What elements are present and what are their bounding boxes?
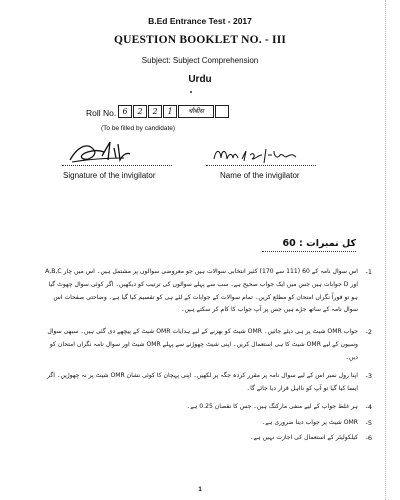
instruction-number: -4 bbox=[365, 403, 372, 411]
signature-caption: Signature of the invigilator bbox=[63, 171, 156, 180]
instruction-item bbox=[40, 266, 372, 317]
roll-digit-box[interactable]: 1 bbox=[163, 105, 177, 118]
roll-empty-box[interactable] bbox=[215, 105, 229, 118]
instruction-item bbox=[40, 370, 372, 396]
instruction-item bbox=[40, 432, 372, 445]
instruction-text: اس سوال نامہ کے 60 (111 سے 170) کثیر انتخابی سوالات ہیں جو معروضی سوالوں پر مشتمل ہیں۔ اس میں چار A,B,C اور D جوابات ہیں جس میں ایک جواب صحیح ہے۔ سب سے پہلے سوالوں کی ترتیب کو دیکھیں۔ اگر کوئی سوال چھوٹ گیا ہو تو فوراً نگراں امتحان کو مطلع کریں۔ تمام سوالات کے جوابات کے لئے ہی کو تقسیم کیا گیا ہے۔ وضاحتی صفحات اس سوال نامہ کے ساتھ جڑے ہیں جس پر آپ جواب کا کام کر سکتے ہیں۔ bbox=[45, 268, 358, 314]
instruction-text: اپنا رول نمبر اس کے لیے سوال نامہ پر مقرر کردہ جگہ پر لکھیں۔ اپنی پہچان کا کوئی نشان OMR شیٹ پر نہ چھوڑیں۔ اگر ایسا کیا گیا تو آپ کو نااہل قرار دیا جائے گا۔ bbox=[46, 372, 358, 392]
roll-digit-box[interactable]: 2 bbox=[133, 105, 147, 118]
invigilator-signature-image bbox=[64, 138, 144, 166]
instruction-number: -1 bbox=[365, 268, 372, 276]
instruction-item bbox=[40, 401, 372, 414]
name-line bbox=[206, 165, 316, 166]
exam-title: B.Ed Entrance Test - 2017 bbox=[148, 16, 252, 26]
instruction-item bbox=[40, 417, 372, 430]
roll-digit-box[interactable]: 6 bbox=[118, 105, 132, 118]
instruction-number: -3 bbox=[365, 372, 372, 380]
roll-number-boxes bbox=[118, 105, 230, 118]
bullet-dot bbox=[190, 91, 192, 93]
roll-label: Roll No. bbox=[86, 108, 117, 118]
invigilator-name-image bbox=[210, 143, 310, 165]
instruction-text: OMR شیٹ پر جواب دینا ضروری ہے۔ bbox=[261, 419, 358, 426]
fill-note: (To be filled by candidate) bbox=[101, 125, 176, 132]
booklet-title: QUESTION BOOKLET NO. - III bbox=[113, 34, 287, 46]
language-title: Urdu bbox=[188, 74, 212, 85]
instruction-text: کیلکولیٹر کے استعمال کی اجازت نہیں ہے۔ bbox=[249, 434, 358, 441]
instruction-number: -2 bbox=[365, 328, 372, 336]
subject-line: Subject: Subject Comprehension bbox=[141, 56, 259, 65]
roll-extra-box[interactable]: चौबीस bbox=[178, 105, 214, 118]
instruction-number: -6 bbox=[365, 434, 372, 442]
total-marks-underline bbox=[262, 251, 356, 252]
total-marks: کل نمبرات : 60 bbox=[282, 238, 356, 249]
instruction-text: ہر غلط جواب کے لیے منفی مارکنگ ہیں۔ جس کا نقصان 0.25 ہے۔ bbox=[186, 403, 358, 410]
instruction-number: -5 bbox=[365, 419, 372, 427]
instruction-text: جواب OMR شیٹ پر ہی دیئے جائیں۔ OMR شیٹ کو بھرنے کے لیے ہدایات OMR شیٹ کے پیچھے دی گئی ہیں۔ سبھی سوال وسیوں کے لیے OMR شیٹ کا ہی استعمال کریں۔ اپنی شیٹ چھوڑنے سے پہلے OMR شیٹ اور سوال نامہ نگراں امتحان کو دیں۔ bbox=[47, 328, 358, 361]
roll-digit-box[interactable]: 2 bbox=[148, 105, 162, 118]
name-caption: Name of the invigilator bbox=[220, 171, 300, 180]
page-number: 1 bbox=[198, 486, 202, 493]
instruction-item bbox=[40, 326, 372, 364]
signature-line bbox=[62, 165, 172, 166]
